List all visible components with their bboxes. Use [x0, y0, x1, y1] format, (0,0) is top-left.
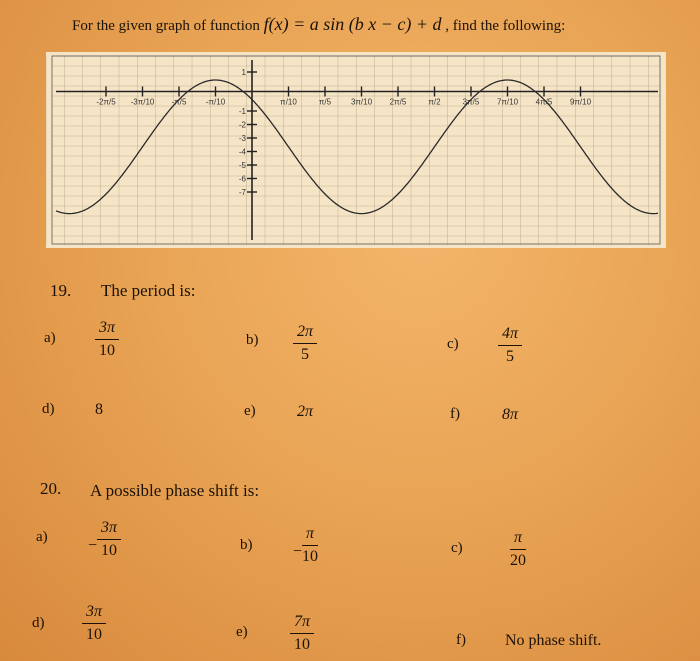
x-tick-label-6: 3π/10: [350, 97, 373, 107]
q19-option-f-value: 8π: [502, 406, 519, 423]
q20-d-numerator: 3π: [82, 603, 106, 624]
q20-a-numerator: 3π: [97, 519, 121, 540]
x-tick-label-2: -π/5: [171, 97, 187, 107]
question-20-prompt: A possible phase shift is:: [90, 481, 260, 500]
q20-option-a-label[interactable]: a): [36, 529, 48, 545]
x-tick-label-4: π/10: [280, 97, 297, 107]
q19-b-denominator: 5: [301, 346, 309, 363]
question-19-number: 19.: [50, 281, 72, 300]
y-tick-label-3: -3: [238, 134, 246, 143]
x-tick-label-0: -2π/5: [96, 97, 116, 107]
x-tick-label-12: 9π/10: [569, 97, 592, 107]
q20-option-a-value: [97, 519, 121, 560]
problem-header: [72, 14, 565, 35]
graph-grid: [46, 56, 660, 244]
function-graph: [46, 52, 666, 248]
q20-option-b-value: [302, 525, 318, 566]
q20-c-denominator: 20: [510, 552, 526, 569]
q20-option-c-label[interactable]: c): [451, 540, 463, 556]
question-20-number: 20.: [40, 479, 62, 498]
q20-b-sign: −: [293, 543, 303, 560]
function-formula: f(x) = a sin (b x − c) + d: [263, 14, 442, 34]
q20-a-sign: −: [88, 537, 98, 554]
q19-option-f-label[interactable]: f): [450, 406, 460, 422]
q19-a-numerator: 3π: [95, 319, 119, 340]
q19-option-c-value: [498, 325, 522, 366]
q20-e-denominator: 10: [294, 636, 310, 653]
q20-b-denominator: 10: [302, 548, 318, 565]
q19-b-numerator: 2π: [293, 323, 317, 344]
q19-option-c-label[interactable]: c): [447, 336, 459, 352]
q19-option-d-value: 8: [95, 401, 103, 418]
q20-option-f-value: No phase shift.: [505, 632, 602, 649]
y-tick-label-1: -1: [238, 107, 246, 116]
y-tick-label-4: -4: [238, 147, 246, 157]
x-tick-label-9: 3π/5: [462, 97, 480, 107]
y-tick-label-7: -7: [238, 188, 246, 197]
q20-option-e-value: [290, 613, 314, 654]
q19-a-denominator: 10: [99, 342, 115, 359]
y-tick-label-2: -2: [238, 120, 246, 130]
q19-c-denominator: 5: [506, 348, 514, 365]
q19-option-b-value: [293, 323, 317, 364]
y-tick-labels: [239, 68, 257, 197]
question-19-prompt: The period is:: [101, 281, 196, 300]
q19-option-d-label[interactable]: d): [42, 401, 55, 417]
q20-a-denominator: 10: [101, 542, 117, 559]
q20-option-b-label[interactable]: b): [240, 537, 253, 553]
header-prefix: For the given graph of function: [72, 18, 260, 34]
header-suffix: , find the following:: [445, 18, 566, 34]
q20-option-d-value: [82, 603, 106, 644]
q20-d-denominator: 10: [86, 626, 102, 643]
q20-option-f-label[interactable]: f): [456, 632, 466, 648]
x-tick-label-8: π/2: [428, 97, 441, 107]
q20-b-numerator: π: [302, 525, 318, 546]
q20-c-numerator: π: [510, 529, 526, 550]
x-tick-label-3: -π/10: [205, 97, 226, 107]
x-tick-labels: [96, 87, 591, 107]
x-tick-label-10: 7π/10: [496, 97, 519, 107]
q20-option-e-label[interactable]: e): [236, 624, 248, 640]
q19-option-a-label[interactable]: a): [44, 330, 56, 346]
x-tick-label-5: π/5: [318, 97, 332, 107]
x-tick-label-7: 2π/5: [389, 97, 407, 107]
q19-option-e-value: 2π: [297, 403, 314, 420]
q19-c-numerator: 4π: [498, 325, 522, 346]
q19-option-b-label[interactable]: b): [246, 332, 259, 348]
q20-option-c-value: [510, 529, 526, 570]
q19-option-a-value: [95, 319, 119, 360]
q19-option-e-label[interactable]: e): [244, 403, 256, 419]
y-tick-label-0: 1: [241, 68, 246, 77]
x-tick-label-11: 4π/5: [535, 97, 553, 107]
y-tick-label-6: -6: [238, 174, 246, 184]
q20-option-d-label[interactable]: d): [32, 615, 45, 631]
q20-e-numerator: 7π: [290, 613, 314, 634]
x-tick-label-1: -3π/10: [130, 97, 155, 107]
y-tick-label-5: -5: [238, 161, 246, 170]
